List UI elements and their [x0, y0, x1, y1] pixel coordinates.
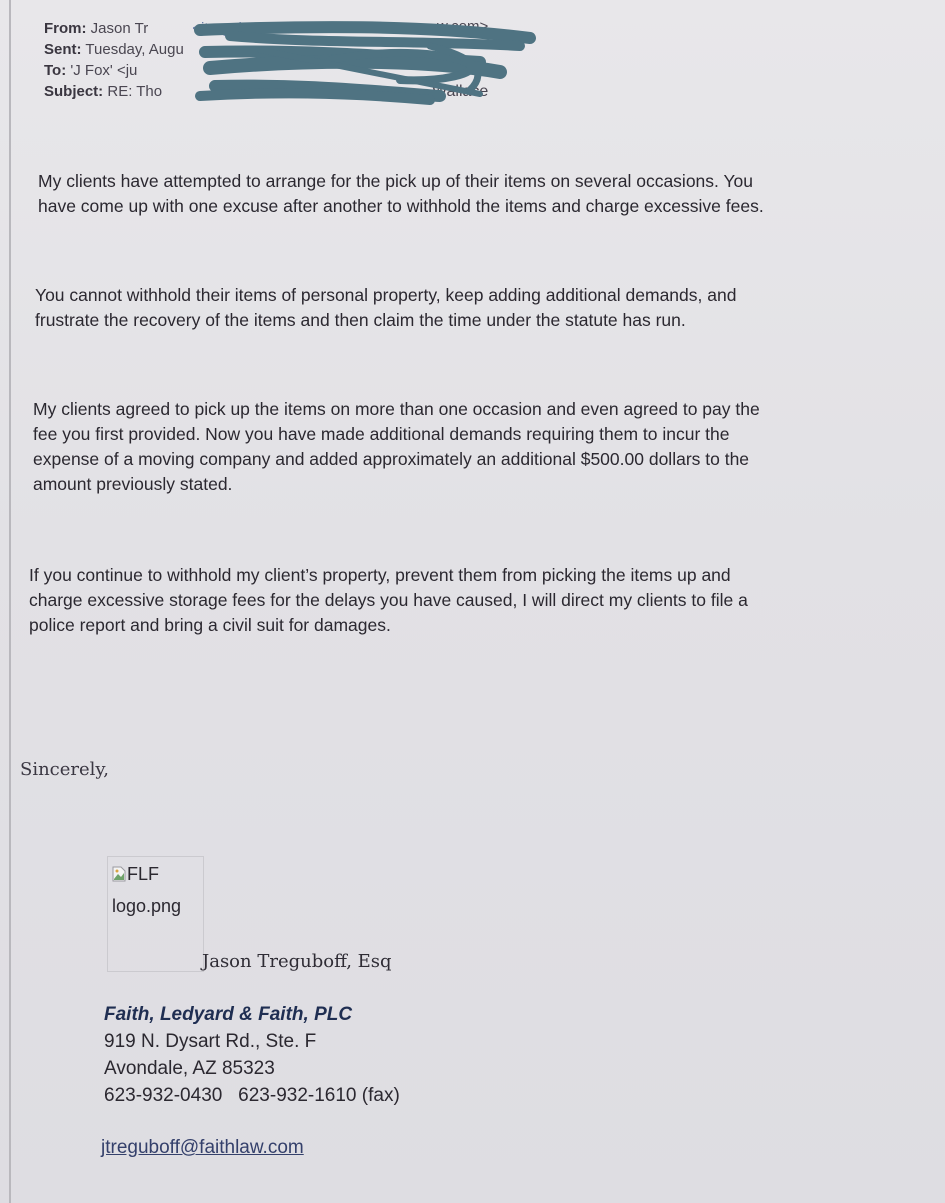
paragraph-3	[33, 397, 760, 497]
paragraph-1	[38, 169, 764, 219]
paragraph-3-line: amount previously stated.	[33, 474, 233, 494]
firm-contact-block	[104, 1001, 400, 1109]
logo-alt-text	[112, 859, 181, 921]
paragraph-4-line: charge excessive storage fees for the delays you have caused, I will direct my clients to file a	[29, 590, 748, 610]
address-line-2: Avondale, AZ 85323	[104, 1058, 275, 1079]
from-email: <jtregub	[192, 20, 247, 37]
paragraph-3-line: fee you first provided. Now you have made additional demands requiring them to incur the	[33, 424, 730, 444]
paragraph-1-line: My clients have attempted to arrange for the pick up of their items on several occasions. You	[38, 171, 753, 191]
to-label: To:	[44, 62, 67, 79]
subject-value: RE: Tho	[107, 83, 163, 100]
logo-alt-line-2: logo.png	[112, 896, 182, 916]
closing-salutation: Sincerely,	[20, 759, 109, 780]
paragraph-3-line: expense of a moving company and added approximately an additional $500.00 dollars to the	[33, 449, 750, 469]
redaction-scribble	[0, 0, 945, 120]
from-email-end: w.com>	[437, 18, 489, 35]
fax-number: 623-932-1610 (fax)	[238, 1085, 400, 1106]
paragraph-1-line: have come up with one excuse after another to withhold the items and charge excessive fees.	[38, 196, 764, 216]
from-name: Jason Tr	[90, 20, 149, 37]
paragraph-2	[35, 283, 736, 333]
logo-alt-line-1: FLF	[127, 864, 160, 884]
subject-end: Wallace	[432, 83, 489, 100]
phone-number: 623-932-0430	[104, 1085, 223, 1106]
paragraph-4	[29, 563, 748, 638]
signer-name: Jason Treguboff, Esq	[202, 951, 392, 972]
address-line-1: 919 N. Dysart Rd., Ste. F	[104, 1031, 317, 1052]
firm-logo-placeholder	[107, 856, 204, 972]
paragraph-3-line: My clients agreed to pick up the items on more than one occasion and even agreed to pay the	[33, 399, 760, 419]
page-margin-line	[9, 0, 11, 1203]
phone-fax-line	[104, 1082, 400, 1109]
paragraph-4-line: If you continue to withhold my client’s property, prevent them from picking the items up and	[29, 565, 731, 585]
sent-value: Tuesday, Augu	[85, 41, 184, 58]
broken-image-icon	[112, 861, 126, 891]
paragraph-2-line: frustrate the recovery of the items and then claim the time under the statute has run.	[35, 310, 686, 330]
from-label: From:	[44, 20, 87, 37]
subject-label: Subject:	[44, 83, 104, 100]
email-link[interactable]: jtreguboff@faithlaw.com	[101, 1137, 304, 1158]
to-value: 'J Fox' <ju	[70, 62, 138, 79]
paragraph-2-line: You cannot withhold their items of personal property, keep adding additional demands, and	[35, 285, 737, 305]
firm-name: Faith, Ledyard & Faith, PLC	[104, 1004, 353, 1025]
paragraph-4-line: police report and bring a civil suit for damages.	[29, 615, 391, 635]
sent-label: Sent:	[44, 41, 82, 58]
